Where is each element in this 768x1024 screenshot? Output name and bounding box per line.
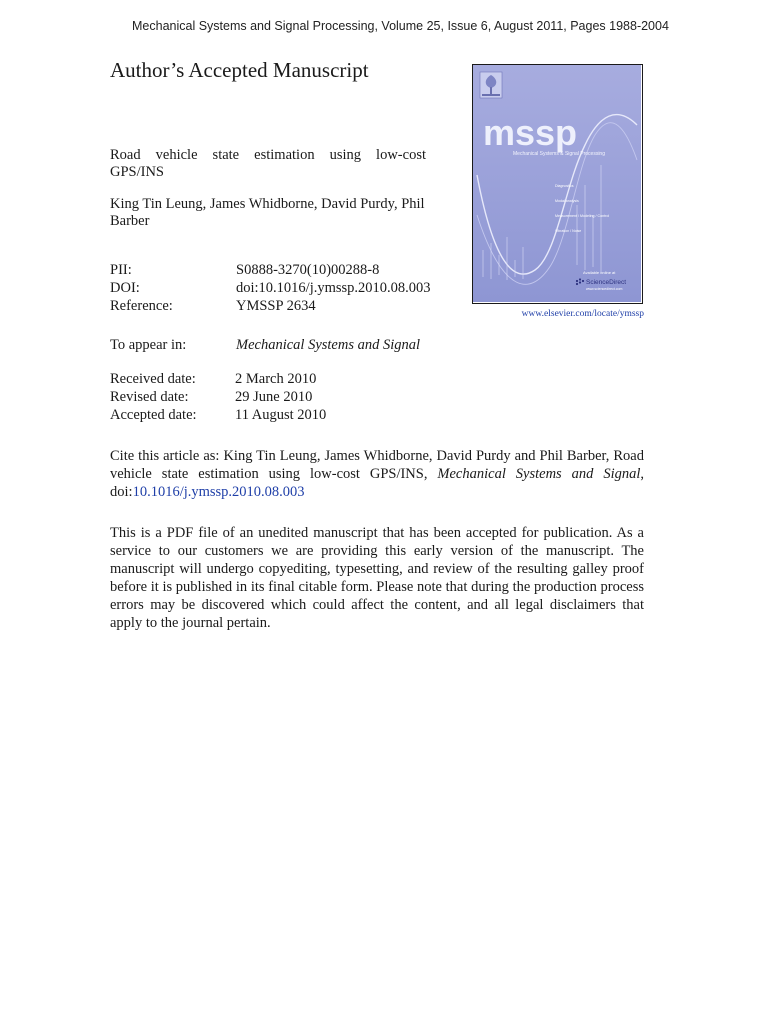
cover-topic: Measurement / Modeling / Control	[555, 214, 610, 218]
accepted-label: Accepted date:	[110, 407, 197, 423]
cover-topic: Diagnostics	[555, 184, 574, 188]
appear-value: Mechanical Systems and Signal	[236, 337, 421, 353]
cover-topic: Vibration / Noise	[555, 229, 582, 233]
appear-label: To appear in:	[110, 337, 187, 353]
cover-artwork	[473, 65, 641, 302]
disclaimer-paragraph: This is a PDF file of an unedited manuscript that has been accepted for publication. As a service to our customers we are providing this early version of the manuscript. The manuscript will undergo copyediting, typesetting, and review of the resulting galley proof before it is published in its final citable form. Please note that during the production process errors may be discovered which could affect the content, and all legal disclaimers that apply to the journal pertain.	[110, 525, 644, 631]
reference-value: YMSSP 2634	[236, 298, 316, 314]
revised-label: Revised date:	[110, 389, 189, 405]
received-label: Received date:	[110, 371, 196, 387]
citation-block	[110, 447, 644, 501]
cover-logo: mssp	[483, 112, 578, 153]
cover-sciencedirect: ScienceDirect	[586, 279, 627, 286]
pii-label: PII:	[110, 262, 132, 278]
article-title: Road vehicle state estimation using low-cost GPS/INS	[110, 147, 426, 180]
doi-value: doi:10.1016/j.ymssp.2010.08.003	[236, 280, 431, 296]
cover-sd-url: www.sciencedirect.com	[586, 287, 623, 291]
citation-lead: Cite this article as: King Tin Leung, James Whidborne, David Purdy and Phil Barber, Road vehicle state estimation using low-cost GPS/INS,	[110, 448, 644, 482]
doi-label: DOI:	[110, 280, 140, 296]
elsevier-journal-link[interactable]: www.elsevier.com/locate/ymssp	[521, 309, 644, 319]
citation-comma: ,	[640, 466, 644, 482]
pii-value: S0888-3270(10)00288-8	[236, 262, 380, 278]
citation-doi-link[interactable]: 10.1016/j.ymssp.2010.08.003	[132, 484, 305, 500]
cover-available-text: Available online at	[583, 270, 616, 275]
journal-cover	[472, 64, 643, 304]
cover-subtitle: Mechanical Systems & Signal Processing	[513, 151, 605, 157]
received-value: 2 March 2010	[235, 371, 317, 387]
cover-topic: Modal analysis	[555, 199, 579, 203]
citation-doi-prefix: doi:	[110, 484, 133, 500]
author-list: King Tin Leung, James Whidborne, David Purdy, Phil Barber	[110, 196, 425, 229]
manuscript-label: Author’s Accepted Manuscript	[110, 58, 369, 82]
accepted-value: 11 August 2010	[235, 407, 327, 423]
citation-journal: Mechanical Systems and Signal	[437, 466, 641, 482]
revised-value: 29 June 2010	[235, 389, 313, 405]
elsevier-tree-icon	[480, 72, 502, 98]
journal-header: Mechanical Systems and Signal Processing, Volume 25, Issue 6, August 2011, Pages 1988-2004	[132, 19, 669, 33]
reference-label: Reference:	[110, 298, 173, 314]
